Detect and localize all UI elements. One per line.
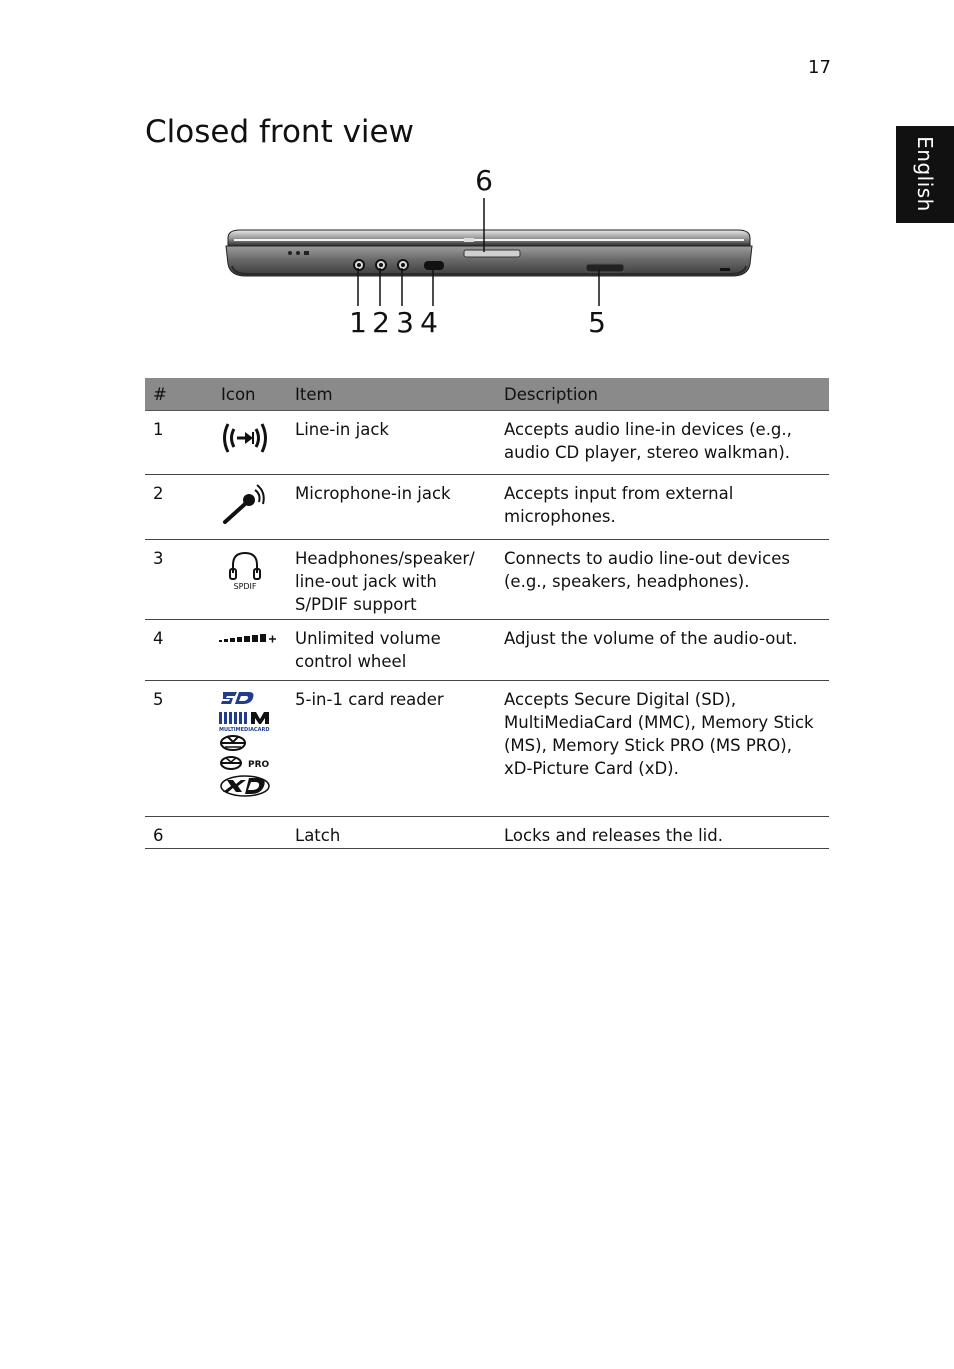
multimediacard-logo-icon (219, 710, 271, 732)
headphones-jack-port (398, 260, 408, 270)
table-row (145, 817, 829, 849)
header-description: Description (496, 378, 829, 411)
page-number: 17 (808, 57, 831, 78)
volume-wheel-port (424, 261, 444, 270)
card-reader-slot (586, 264, 624, 272)
card-reader-icons (211, 681, 287, 817)
latch (464, 250, 520, 257)
page-title: Closed front view (145, 114, 414, 150)
sd-logo-icon (219, 688, 271, 708)
volume-wheel-icon (211, 620, 287, 681)
callout-4: 4 (420, 306, 438, 339)
row-item: Latch (287, 817, 496, 849)
xd-logo-icon (219, 774, 271, 798)
row-num: 3 (145, 540, 211, 620)
row-description: Adjust the volume of the audio-out. (496, 620, 829, 681)
row-num: 2 (145, 475, 211, 540)
row-item: Unlimited volume control wheel (287, 620, 496, 681)
row-description: Accepts input from external microphones. (496, 475, 829, 540)
microphone-jack-port (376, 260, 386, 270)
empty-icon-cell (211, 817, 287, 849)
row-description: Accepts audio line-in devices (e.g., audio CD player, stereo walkman). (496, 411, 829, 475)
table-row (145, 475, 829, 540)
row-description: Accepts Secure Digital (SD), MultiMediaCard (MMC), Memory Stick (MS), Memory Stick PRO (MS PRO), xD-Picture Card (xD). (496, 681, 829, 817)
language-tab-label: English (913, 136, 937, 212)
table-row (145, 411, 829, 475)
table-header-row (145, 378, 829, 411)
closed-front-view-figure (220, 160, 760, 345)
table-row (145, 540, 829, 620)
row-description: Locks and releases the lid. (496, 817, 829, 849)
multimediacard-label: MULTIMEDIACARD (219, 727, 270, 732)
row-num: 1 (145, 411, 211, 475)
row-item: Microphone-in jack (287, 475, 496, 540)
pro-label: PRO (248, 760, 270, 770)
spdif-label: SPDIF (233, 582, 257, 591)
memory-stick-pro-logo-icon (219, 754, 271, 772)
header-icon: Icon (211, 378, 287, 411)
callout-1: 1 (349, 306, 367, 339)
row-description: Connects to audio line-out devices (e.g., speakers, headphones). (496, 540, 829, 620)
table-row (145, 681, 829, 817)
row-num: 4 (145, 620, 211, 681)
row-item: 5-in-1 card reader (287, 681, 496, 817)
microphone-icon (211, 475, 287, 540)
row-num: 5 (145, 681, 211, 817)
row-num: 6 (145, 817, 211, 849)
row-item: Line-in jack (287, 411, 496, 475)
callout-3: 3 (396, 306, 414, 339)
line-in-jack-port (354, 260, 364, 270)
language-tab (896, 126, 954, 223)
header-num: # (145, 378, 211, 411)
callout-6: 6 (475, 164, 493, 197)
ports-table (145, 378, 829, 849)
callout-2: 2 (372, 306, 390, 339)
memory-stick-logo-icon (219, 734, 271, 752)
row-item: Headphones/speaker/ line-out jack with S/PDIF support (287, 540, 496, 620)
laptop-front-illustration (220, 160, 760, 345)
line-in-icon (211, 411, 287, 475)
headphones-spdif-icon (211, 540, 287, 620)
table-row (145, 620, 829, 681)
callout-5: 5 (588, 306, 606, 339)
header-item: Item (287, 378, 496, 411)
